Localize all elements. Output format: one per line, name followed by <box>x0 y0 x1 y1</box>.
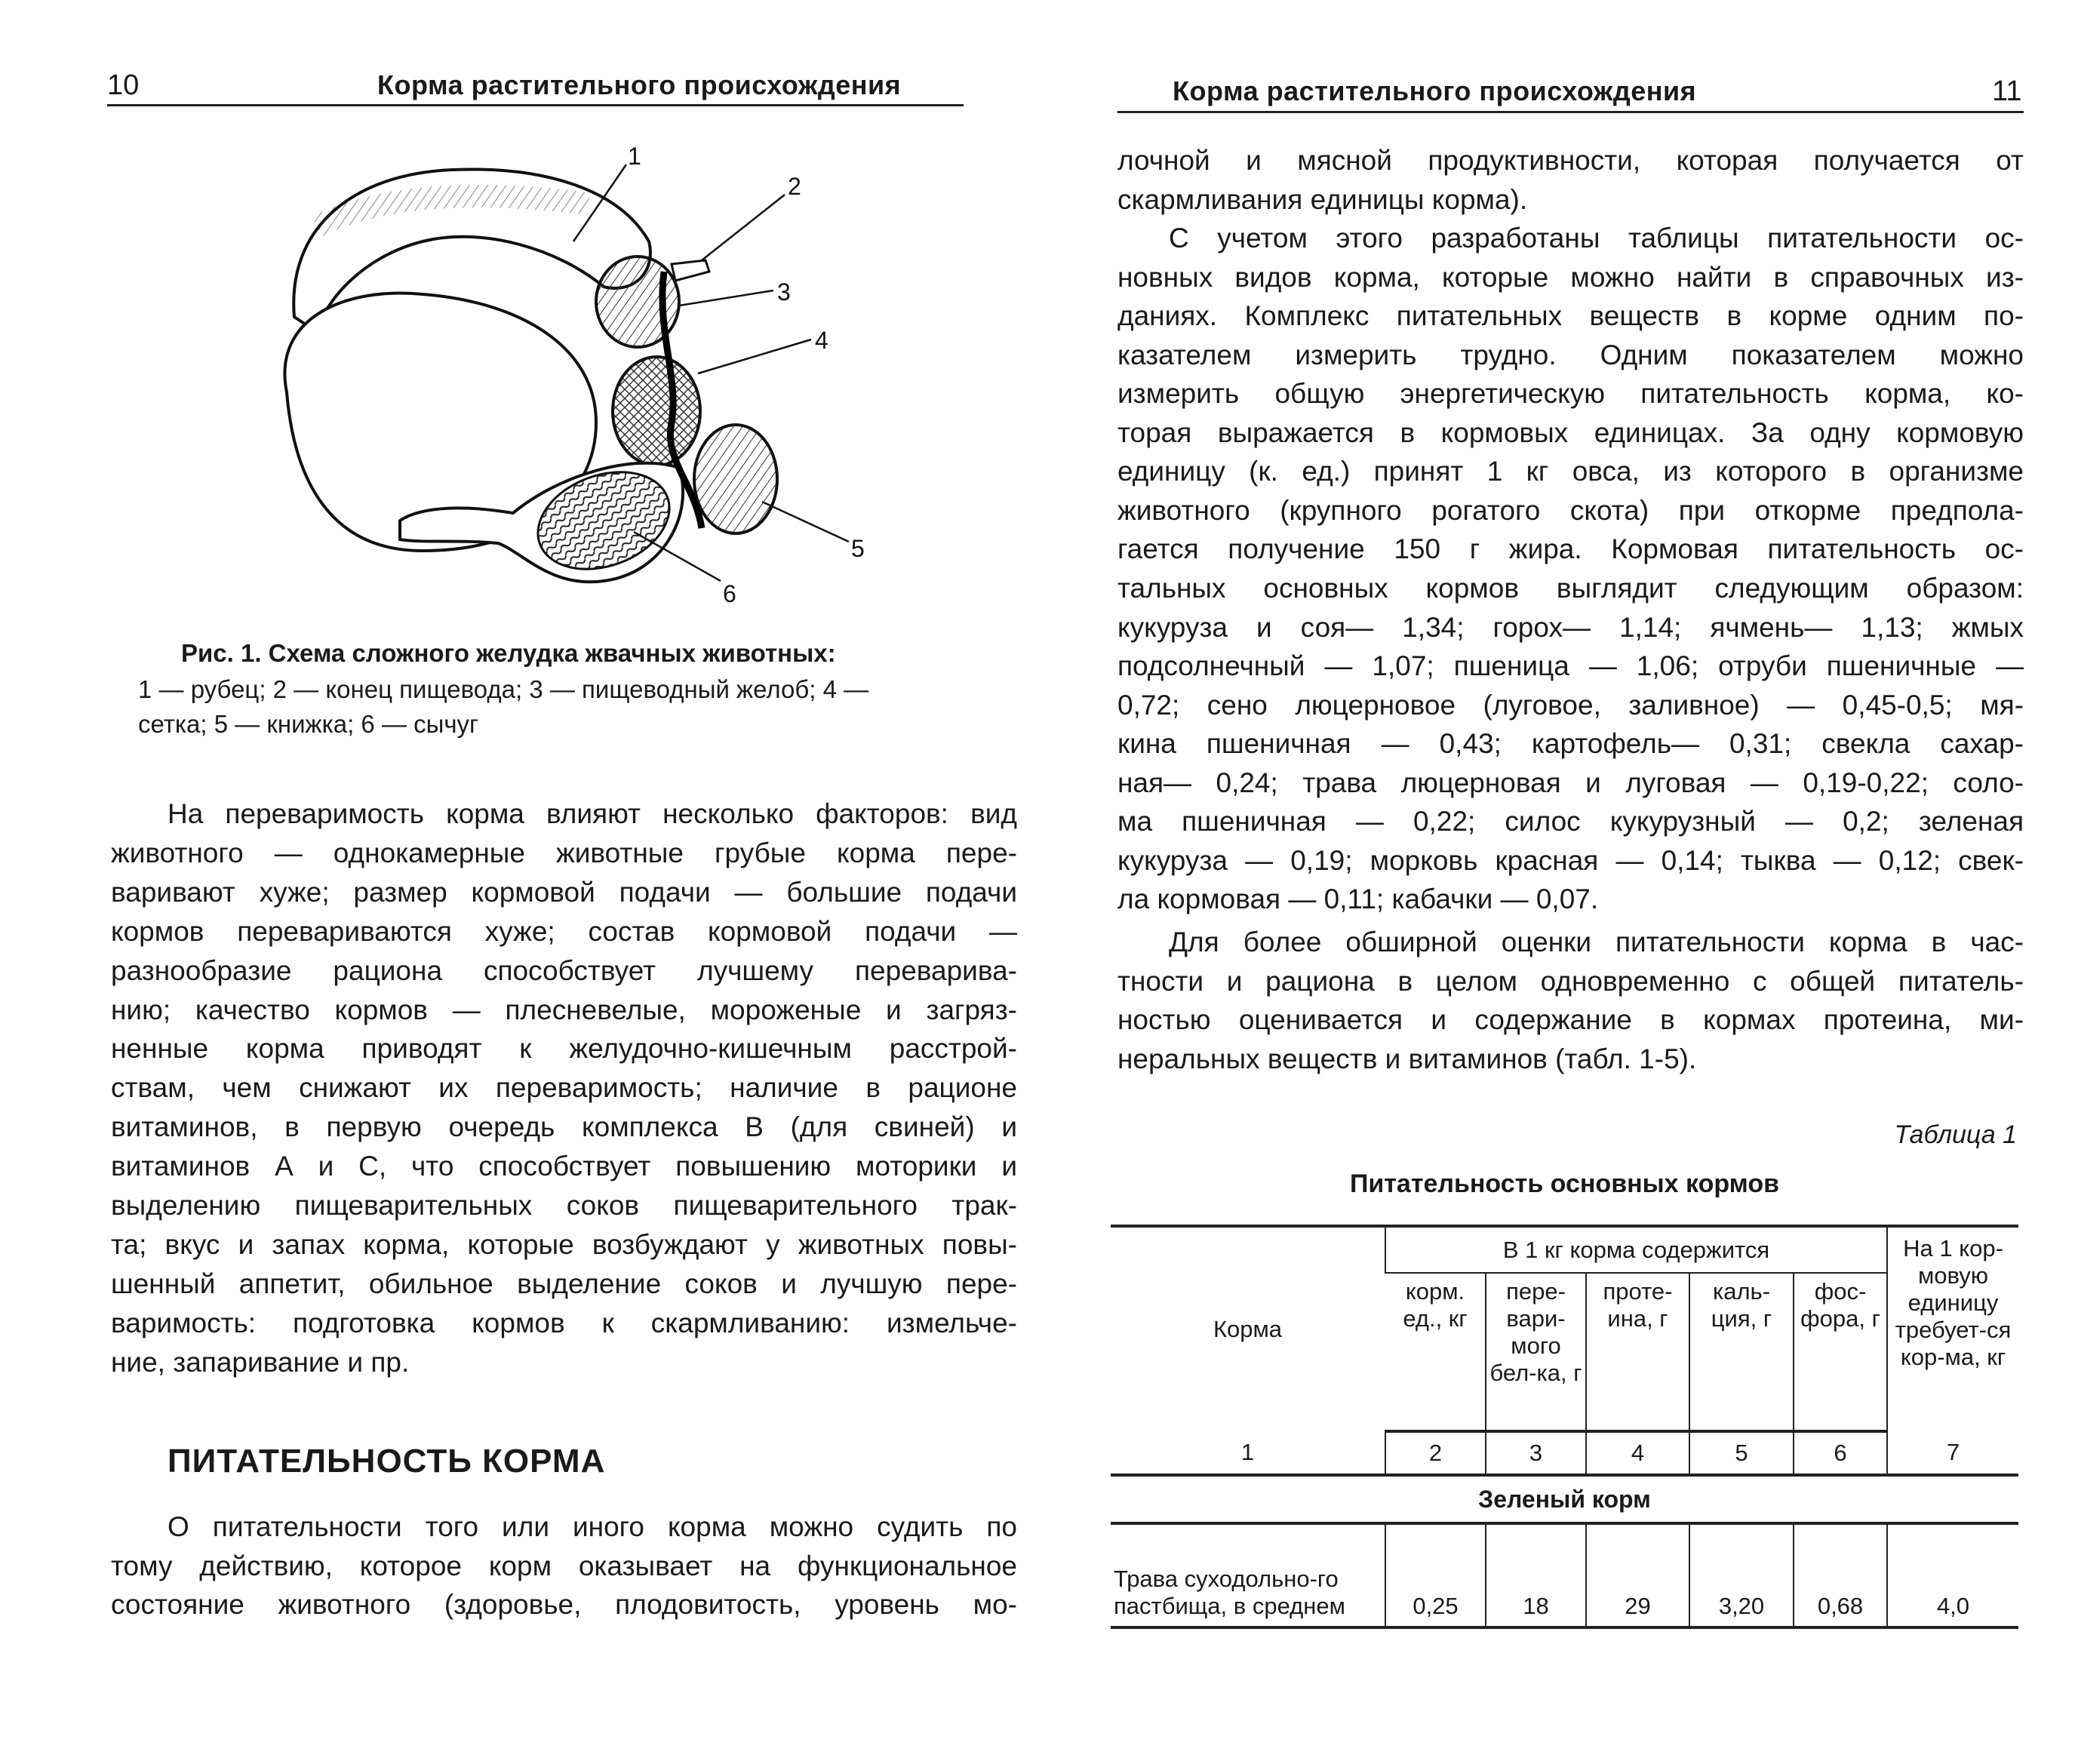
table-row <box>1111 1523 2018 1627</box>
text-line: животного (крупного рогатого скота) при откорме предпола- <box>1117 494 2024 526</box>
feed-name: Трава суходольно-го пастбища, в среднем <box>1111 1523 1385 1627</box>
text-line: неральных веществ и витаминов (табл. 1-5). <box>1117 1043 1697 1074</box>
column-number: 2 <box>1385 1431 1486 1475</box>
nutrition-table <box>1111 1225 2018 1629</box>
text-line: кина пшеничная — 0,43; картофель— 0,31; свекла сахар- <box>1117 728 2024 760</box>
header-feed: Корма <box>1111 1226 1385 1431</box>
cell-value: 29 <box>1586 1523 1689 1627</box>
text-line: та; вкус и запах корма, которые возбуждают у животных повы- <box>111 1228 1017 1260</box>
subheader-feed-units: корм. ед., кг <box>1385 1273 1486 1431</box>
text-line: витаминов А и С, что способствует повышению моторики и <box>111 1151 1017 1182</box>
running-title-left: Корма растительного происхождения <box>377 69 902 100</box>
running-title-right: Корма растительного происхождения <box>1173 75 1697 106</box>
subheader-digestible-protein: пере-вари-мого бел-ка, г <box>1486 1273 1586 1431</box>
cell-value: 0,25 <box>1385 1523 1486 1627</box>
header-per-unit: На 1 кор-мовую единицу требует-ся кор-ма, кг <box>1887 1226 2018 1431</box>
text-line: выделению пищеварительных соков пищеварительного трак- <box>111 1190 1017 1221</box>
column-number: 5 <box>1689 1431 1794 1475</box>
column-number: 7 <box>1887 1431 2018 1475</box>
text-line: торая выражается в кормовых единицах. За одну кормовую <box>1117 416 2024 448</box>
text-line: На переваримость корма влияют несколько факторов: вид <box>168 798 1017 829</box>
header-rule-left <box>107 104 964 106</box>
text-line: тальных основных кормов выглядит следующим образом: <box>1117 572 2024 604</box>
text-line: тому действию, которое корм оказывает на функциональное <box>111 1550 1017 1581</box>
figure-label-5: 5 <box>851 535 865 562</box>
text-line: гается получение 150 г жира. Кормовая питательность ос- <box>1117 533 2024 565</box>
table-title: Питательность основных кормов <box>1349 1169 1780 1198</box>
column-number: 4 <box>1586 1431 1689 1475</box>
text-line: варимость: подготовка кормов к скармливанию: измельче- <box>111 1307 1017 1338</box>
cell-value: 3,20 <box>1689 1523 1794 1627</box>
text-line: кормов перевариваются хуже; состав кормовой подачи — <box>111 915 1017 947</box>
cell-value: 4,0 <box>1887 1523 2018 1627</box>
header-rule-right <box>1117 111 2024 113</box>
reticulum-shape <box>613 357 700 466</box>
text-line: даниях. Комплекс питательных веществ в корме одним по- <box>1117 300 2024 332</box>
text-line: разнообразие рациона способствует лучшему переварива- <box>111 954 1017 986</box>
column-number: 3 <box>1486 1431 1586 1475</box>
table-label: Таблица 1 <box>1894 1120 2017 1149</box>
column-number-row <box>1111 1431 2018 1475</box>
page-number-right: 11 <box>1992 75 2022 107</box>
text-line: ма пшеничная — 0,22; силос кукурузный — 0,2; зеленая <box>1117 806 2024 837</box>
cell-value: 0,68 <box>1794 1523 1887 1627</box>
text-line: шенный аппетит, обильное выделение соков и лучшую пере- <box>111 1268 1017 1299</box>
text-line: казателем измерить трудно. Одним показателем можно <box>1117 339 2024 370</box>
text-line: ная— 0,24; трава люцерновая и луговая — 0,19-0,22; соло- <box>1117 767 2024 798</box>
esophagus-end-shape <box>672 260 709 281</box>
text-line: нию; качество кормов — плесневелые, мороженые и загряз- <box>111 994 1017 1025</box>
header-group: В 1 кг корма содержится <box>1385 1226 1887 1273</box>
text-line: лочной и мясной продуктивности, которая получается от <box>1117 145 2024 176</box>
section-heading: ПИТАТЕЛЬНОСТЬ КОРМА <box>168 1443 606 1480</box>
figure-label-4: 4 <box>815 327 828 354</box>
text-line: ние, запаривание и пр. <box>111 1346 410 1378</box>
ruminant-stomach-diagram <box>268 140 872 608</box>
text-line: варивают хуже; размер кормовой подачи — большие подачи <box>111 876 1017 908</box>
figure-caption-line: 1 — рубец; 2 — конец пищевода; 3 — пищеводный желоб; 4 — <box>138 675 869 703</box>
section-row-green-feed: Зеленый корм <box>1111 1475 2018 1523</box>
text-line: единицу (к. ед.) принят 1 кг овса, из которого в организме <box>1117 456 2024 487</box>
subheader-calcium: каль-ция, г <box>1689 1273 1794 1431</box>
text-line: новных видов корма, которые можно найти в справочных из- <box>1117 261 2024 293</box>
column-number: 6 <box>1794 1431 1887 1475</box>
text-line: Для более обширной оценки питательности корма в час- <box>1169 927 2024 957</box>
text-line: С учетом этого разработаны таблицы питательности ос- <box>1169 223 2024 254</box>
text-line: скармливания единицы корма). <box>1117 183 1528 215</box>
text-line: кукуруза и соя— 1,34; горох— 1,14; ячмень— 1,13; жмых <box>1117 611 2024 643</box>
subheader-phosphorus: фос-фора, г <box>1794 1273 1887 1431</box>
subheader-protein: проте-ина, г <box>1586 1273 1689 1431</box>
cell-value: 18 <box>1486 1523 1586 1627</box>
text-line: ла кормовая — 0,11; кабачки — 0,07. <box>1117 884 1599 915</box>
text-line: О питательности того или иного корма можно судить по <box>168 1511 1017 1542</box>
figure-label-6: 6 <box>723 580 736 607</box>
text-line: витаминов, в первую очередь комплекса В (для свиней) и <box>111 1111 1017 1143</box>
text-line: кукуруза — 0,19; морковь красная — 0,14; тыква — 0,12; свек- <box>1117 844 2024 876</box>
text-line: измерить общую энергетическую питательность корма, ко- <box>1117 378 2024 410</box>
text-line: подсолнечный — 1,07; пшеница — 1,06; отруби пшеничные — <box>1117 650 2024 682</box>
figure-caption-title: Рис. 1. Схема сложного желудка жвачных животных: <box>181 639 836 667</box>
text-line: ностью оценивается и содержание в кормах протеина, ми- <box>1117 1004 2024 1035</box>
omasum-shape <box>694 425 777 533</box>
figure-label-2: 2 <box>788 173 801 200</box>
figure-caption-line: сетка; 5 — книжка; 6 — сычуг <box>138 710 479 738</box>
text-line: животного — однокамерные животные грубые корма пере- <box>111 837 1017 868</box>
text-line: 0,72; сено люцерновое (луговое, заливное) — 0,45-0,5; мя- <box>1117 689 2024 721</box>
text-line: ствам, чем снижают их переваримость; наличие в рационе <box>111 1072 1017 1104</box>
column-number: 1 <box>1111 1431 1385 1475</box>
text-line: ненные корма приводят к желудочно-кишечным расстрой- <box>111 1033 1017 1065</box>
text-line: тности и рациона в целом одновременно с общей питатель- <box>1117 965 2024 997</box>
figure-label-3: 3 <box>777 278 791 306</box>
figure-label-1: 1 <box>628 143 641 170</box>
text-line: состояние животного (здоровье, плодовитость, уровень мо- <box>111 1589 1017 1620</box>
page-number-left: 10 <box>107 69 140 101</box>
